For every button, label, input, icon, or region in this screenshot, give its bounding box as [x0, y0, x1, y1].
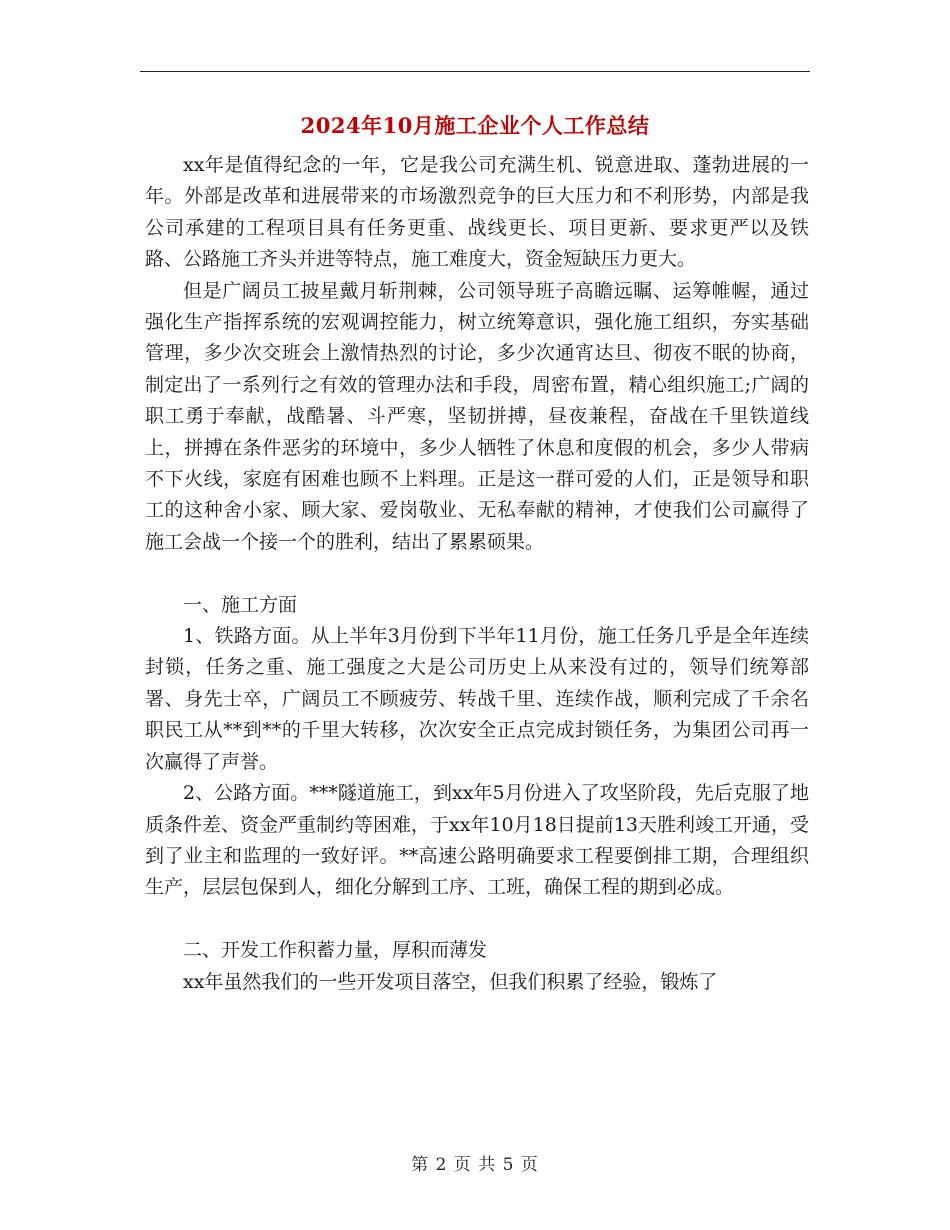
- document-title: 2024年10月施工企业个人工作总结: [300, 113, 650, 138]
- paragraph-staff: 但是广阔员工披星戴月斩荆棘，公司领导班子高瞻远瞩、运筹帷幄，通过强化生产指挥系统的宏观调控能力，树立统筹意识，强化施工组织，夯实基础管理，多少次交班会上激情热烈的讨论，多少次通宵达旦、彻夜不眠的协商，制定出了一系列行之有效的管理办法和手段，周密布置，精心组织施工;广阔的职工勇于奉献，战酷暑、斗严寒，坚韧拼搏，昼夜兼程，奋战在千里铁道线上，拼搏在条件恶劣的环境中，多少人牺牲了休息和度假的机会，多少人带病不下火线，家庭有困难也顾不上料理。正是这一群可爱的人们，正是领导和职工的这种舍小家、顾大家、爱岗敬业、无私奉献的精神，才使我们公司赢得了施工会战一个接一个的胜利，结出了累累硕果。: [145, 279, 809, 553]
- paragraph-gap: [145, 904, 809, 935]
- section-heading-construction: 一、施工方面: [183, 593, 298, 616]
- paragraph-intro: xx年是值得纪念的一年，它是我公司充满生机、锐意进取、蓬勃进展的一年。外部是改革和进展带来的市场激烈竞争的巨大压力和不利形势，内部是我公司承建的工程项目具有任务更重、战线更长、项目更新、要求更严以及铁路、公路施工齐头并进等特点，施工难度大，资金短缺压力更大。: [145, 154, 809, 271]
- section-heading-development: 二、开发工作积蓄力量，厚积而薄发: [183, 939, 488, 962]
- header-rule: [140, 71, 810, 72]
- document-body: [145, 150, 809, 998]
- paragraph-development: xx年虽然我们的一些开发项目落空，但我们积累了经验，锻炼了: [183, 970, 718, 993]
- page-footer: 第 2 页 共 5 页: [411, 1155, 539, 1175]
- paragraph-gap: [145, 558, 809, 589]
- paragraph-highway: 2、公路方面。***隧道施工，到xx年5月份进入了攻坚阶段，先后克服了地质条件差、资金严重制约等困难，于xx年10月18日提前13天胜利竣工开通，受到了业主和监理的一致好评。**高速公路明确要求工程要倒排工期，合理组织生产，层层包保到人，细化分解到工序、工班，确保工程的期到必成。: [145, 782, 809, 899]
- paragraph-railway: 1、铁路方面。从上半年3月份到下半年11月份，施工任务几乎是全年连续封锁，任务之重、施工强度之大是公司历史上从来没有过的，领导们统筹部署、身先士卒，广阔员工不顾疲劳、转战千里、连续作战，顺利完成了千余名职民工从**到**的千里大转移，次次安全正点完成封锁任务，为集团公司再一次赢得了声誉。: [145, 625, 809, 773]
